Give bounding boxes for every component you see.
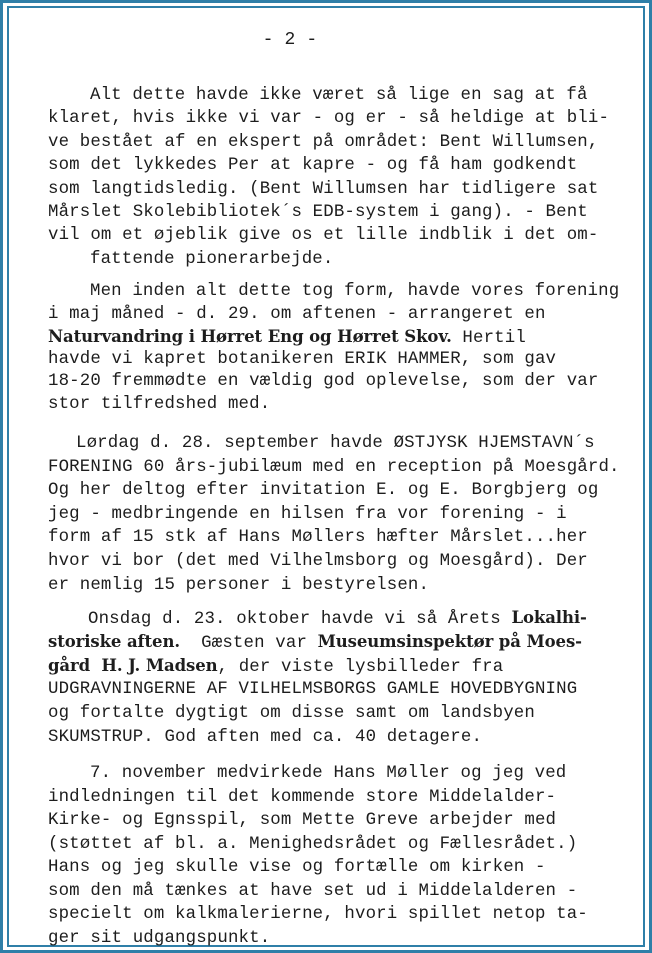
text-line: i maj måned - d. 29. om aftenen - arrangeret en <box>48 304 546 324</box>
text-line: Men inden alt dette tog form, havde vores forening <box>90 282 620 301</box>
text-line: Kirke- og Egnsspil, som Mette Greve arbejder med <box>48 811 557 830</box>
bold-text: Museumsinspektør på Moes- <box>317 632 582 651</box>
text-line: (støttet af bl. a. Menighedsrådet og Fællesrådet.) <box>48 834 578 854</box>
bold-text: gård H. J. Madsen <box>48 656 218 675</box>
text-line: FORENING 60 års-jubilæum med en reception på Moesgård. <box>48 457 620 477</box>
text-line: UDGRAVNINGERNE AF VILHELMSBORGS GAMLE HOVEDBYGNING <box>48 680 578 699</box>
bold-text: storiske aften. <box>48 632 180 651</box>
text-line: Lørdag d. 28. september havde ØSTJYSK HJEMSTAVN´s <box>76 434 595 453</box>
text-line: gård H. J. Madsen, der viste lysbilleder fra <box>48 656 504 677</box>
text-line: SKUMSTRUP. God aften med ca. 40 detagere. <box>48 728 483 747</box>
bold-text: Lokalhi- <box>511 608 587 627</box>
text-line: ve bestået af en ekspert på området: Bent Willumsen, <box>48 132 599 152</box>
page-number: - 2 - <box>262 30 318 50</box>
text-line: 18-20 fremmødte en vældig god oplevelse, som der var <box>48 372 599 392</box>
text-line: vil om et øjeblik give os et lille indblik i det om- <box>48 226 599 246</box>
text-line: som langtidsledig. (Bent Willumsen har tidligere sat <box>48 179 599 199</box>
text-line: Onsdag d. 23. oktober havde vi så Årets Lokalhi- <box>88 608 587 629</box>
text-line: 7. november medvirkede Hans Møller og jeg ved <box>90 764 567 783</box>
text-line: klaret, hvis ikke vi var - og er - så heldige at bli- <box>48 109 610 129</box>
text-line: Naturvandring i Hørret Eng og Hørret Skov. Hertil <box>48 327 526 349</box>
text-line: indledningen til det kommende store Middelalder- <box>48 787 557 807</box>
text-line: form af 15 stk af Hans Møllers hæfter Mårslet...her <box>48 528 588 548</box>
bold-text: Naturvandring i Hørret Eng og Hørret Skov. <box>48 327 452 347</box>
text-line: Og her deltog efter invitation E. og E. Borgbjerg og <box>48 481 599 501</box>
text-line: hvor vi bor (det med Vilhelmsborg og Moesgård). Der <box>48 552 588 571</box>
text-line: og fortalte dygtigt om disse samt om landsbyen <box>48 704 535 723</box>
text-line: som den må tænkes at have set ud i Middelalderen - <box>48 881 578 901</box>
text-line: Mårslet Skolebibliotek´s EDB-system i gang). - Bent <box>48 203 588 222</box>
text-line: Alt dette havde ikke været så lige en sag at få <box>90 86 588 105</box>
text-line: ger sit udgangspunkt. <box>48 928 271 948</box>
text-line: havde vi kapret botanikeren ERIK HAMMER, som gav <box>48 349 557 369</box>
text-line: som det lykkedes Per at kapre - og få ham godkendt <box>48 156 578 176</box>
text-line: jeg - medbringende en hilsen fra vor forening - i <box>48 504 567 524</box>
text-line: Hans og jeg skulle vise og fortælle om kirken - <box>48 858 546 877</box>
text-line: stor tilfredshed med. <box>48 395 271 414</box>
text-line: er nemlig 15 personer i bestyrelsen. <box>48 575 430 595</box>
text-line: specielt om kalkmalerierne, hvori spillet netop ta- <box>48 905 588 924</box>
text-line: storiske aften. Gæsten var Museumsinspektør på Moes- <box>48 632 582 653</box>
text-line: fattende pionerarbejde. <box>90 249 334 269</box>
